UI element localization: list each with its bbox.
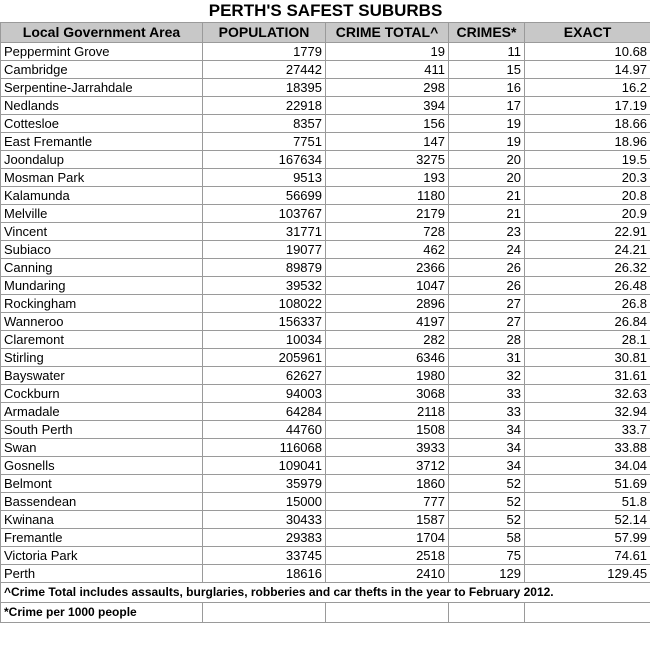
crimes-cell: 34 — [449, 421, 525, 439]
exact-cell: 20.3 — [525, 169, 650, 187]
crime-total-cell: 3933 — [326, 439, 449, 457]
exact-cell: 74.61 — [525, 547, 650, 565]
population-cell: 29383 — [203, 529, 326, 547]
area-cell: East Fremantle — [1, 133, 203, 151]
exact-cell: 51.69 — [525, 475, 650, 493]
crime-total-cell: 19 — [326, 43, 449, 61]
empty-cell — [326, 603, 449, 623]
table-row — [1, 385, 650, 403]
exact-cell: 16.2 — [525, 79, 650, 97]
crimes-cell: 32 — [449, 367, 525, 385]
crime-total-cell: 777 — [326, 493, 449, 511]
empty-cell — [203, 603, 326, 623]
crimes-cell: 58 — [449, 529, 525, 547]
exact-cell: 26.8 — [525, 295, 650, 313]
area-cell: Stirling — [1, 349, 203, 367]
population-cell: 62627 — [203, 367, 326, 385]
exact-cell: 19.5 — [525, 151, 650, 169]
area-cell: Nedlands — [1, 97, 203, 115]
crimes-cell: 15 — [449, 61, 525, 79]
area-cell: Kalamunda — [1, 187, 203, 205]
table-row — [1, 223, 650, 241]
area-cell: Kwinana — [1, 511, 203, 529]
table-row — [1, 547, 650, 565]
crime-total-cell: 4197 — [326, 313, 449, 331]
exact-cell: 26.32 — [525, 259, 650, 277]
population-cell: 44760 — [203, 421, 326, 439]
crimes-cell: 20 — [449, 151, 525, 169]
crime-total-cell: 3068 — [326, 385, 449, 403]
crime-total-cell: 1860 — [326, 475, 449, 493]
table-row — [1, 259, 650, 277]
crimes-cell: 28 — [449, 331, 525, 349]
crimes-cell: 17 — [449, 97, 525, 115]
crimes-cell: 75 — [449, 547, 525, 565]
exact-cell: 22.91 — [525, 223, 650, 241]
exact-cell: 33.88 — [525, 439, 650, 457]
table-row — [1, 565, 650, 583]
table-row — [1, 313, 650, 331]
table-row — [1, 403, 650, 421]
crimes-cell: 21 — [449, 187, 525, 205]
crime-total-cell: 2118 — [326, 403, 449, 421]
crime-total-cell: 462 — [326, 241, 449, 259]
table-row — [1, 349, 650, 367]
exact-cell: 14.97 — [525, 61, 650, 79]
column-header-crimes: CRIMES* — [449, 23, 525, 43]
table-row — [1, 151, 650, 169]
exact-cell: 28.1 — [525, 331, 650, 349]
exact-cell: 33.7 — [525, 421, 650, 439]
table-title: PERTH'S SAFEST SUBURBS — [1, 0, 650, 23]
table-row — [1, 511, 650, 529]
crime-total-cell: 3712 — [326, 457, 449, 475]
area-cell: Canning — [1, 259, 203, 277]
exact-cell: 20.9 — [525, 205, 650, 223]
table-row — [1, 367, 650, 385]
crime-total-cell: 193 — [326, 169, 449, 187]
area-cell: Vincent — [1, 223, 203, 241]
area-cell: Swan — [1, 439, 203, 457]
table-row — [1, 79, 650, 97]
crime-total-cell: 2518 — [326, 547, 449, 565]
crimes-cell: 129 — [449, 565, 525, 583]
table-row — [1, 43, 650, 61]
population-cell: 19077 — [203, 241, 326, 259]
crime-total-cell: 282 — [326, 331, 449, 349]
table-row — [1, 205, 650, 223]
table-row — [1, 61, 650, 79]
crime-total-cell: 394 — [326, 97, 449, 115]
population-cell: 205961 — [203, 349, 326, 367]
area-cell: Melville — [1, 205, 203, 223]
area-cell: Cockburn — [1, 385, 203, 403]
population-cell: 35979 — [203, 475, 326, 493]
exact-cell: 17.19 — [525, 97, 650, 115]
population-cell: 8357 — [203, 115, 326, 133]
table-row — [1, 421, 650, 439]
crime-total-cell: 1587 — [326, 511, 449, 529]
area-cell: Claremont — [1, 331, 203, 349]
crimes-cell: 23 — [449, 223, 525, 241]
population-cell: 109041 — [203, 457, 326, 475]
crime-total-cell: 2896 — [326, 295, 449, 313]
crime-total-cell: 3275 — [326, 151, 449, 169]
crimes-cell: 27 — [449, 295, 525, 313]
crimes-cell: 52 — [449, 511, 525, 529]
crime-total-cell: 2410 — [326, 565, 449, 583]
crimes-cell: 16 — [449, 79, 525, 97]
area-cell: Subiaco — [1, 241, 203, 259]
population-cell: 18395 — [203, 79, 326, 97]
population-cell: 116068 — [203, 439, 326, 457]
crimes-cell: 19 — [449, 115, 525, 133]
area-cell: Belmont — [1, 475, 203, 493]
area-cell: Mosman Park — [1, 169, 203, 187]
exact-cell: 18.96 — [525, 133, 650, 151]
population-cell: 64284 — [203, 403, 326, 421]
area-cell: Wanneroo — [1, 313, 203, 331]
area-cell: Fremantle — [1, 529, 203, 547]
crimes-cell: 11 — [449, 43, 525, 61]
crimes-cell: 33 — [449, 403, 525, 421]
population-cell: 33745 — [203, 547, 326, 565]
footnote-crime-total: ^Crime Total includes assaults, burglaries, robberies and car thefts in the year to February 2012. — [1, 583, 650, 603]
crime-total-cell: 6346 — [326, 349, 449, 367]
exact-cell: 51.8 — [525, 493, 650, 511]
population-cell: 89879 — [203, 259, 326, 277]
table-row — [1, 277, 650, 295]
population-cell: 27442 — [203, 61, 326, 79]
exact-cell: 18.66 — [525, 115, 650, 133]
empty-cell — [525, 603, 650, 623]
exact-cell: 26.48 — [525, 277, 650, 295]
footnote-crimes: *Crime per 1000 people — [1, 603, 203, 623]
population-cell: 167634 — [203, 151, 326, 169]
crime-total-cell: 298 — [326, 79, 449, 97]
exact-cell: 34.04 — [525, 457, 650, 475]
crimes-cell: 52 — [449, 493, 525, 511]
table-row — [1, 97, 650, 115]
crime-total-cell: 1704 — [326, 529, 449, 547]
population-cell: 18616 — [203, 565, 326, 583]
exact-cell: 32.63 — [525, 385, 650, 403]
table-row — [1, 133, 650, 151]
table-row — [1, 187, 650, 205]
area-cell: Bassendean — [1, 493, 203, 511]
crimes-cell: 24 — [449, 241, 525, 259]
population-cell: 10034 — [203, 331, 326, 349]
exact-cell: 10.68 — [525, 43, 650, 61]
header-row — [1, 23, 650, 43]
table-row — [1, 169, 650, 187]
area-cell: Bayswater — [1, 367, 203, 385]
exact-cell: 129.45 — [525, 565, 650, 583]
exact-cell: 24.21 — [525, 241, 650, 259]
area-cell: Armadale — [1, 403, 203, 421]
crime-total-cell: 1047 — [326, 277, 449, 295]
population-cell: 30433 — [203, 511, 326, 529]
area-cell: Cottesloe — [1, 115, 203, 133]
population-cell: 1779 — [203, 43, 326, 61]
column-header-crime-total: CRIME TOTAL^ — [326, 23, 449, 43]
exact-cell: 26.84 — [525, 313, 650, 331]
table-row — [1, 475, 650, 493]
exact-cell: 30.81 — [525, 349, 650, 367]
exact-cell: 57.99 — [525, 529, 650, 547]
crime-total-cell: 147 — [326, 133, 449, 151]
crimes-cell: 52 — [449, 475, 525, 493]
crime-total-cell: 1980 — [326, 367, 449, 385]
crime-total-cell: 2179 — [326, 205, 449, 223]
area-cell: Rockingham — [1, 295, 203, 313]
area-cell: Mundaring — [1, 277, 203, 295]
crimes-cell: 27 — [449, 313, 525, 331]
crimes-cell: 34 — [449, 439, 525, 457]
area-cell: South Perth — [1, 421, 203, 439]
crimes-cell: 21 — [449, 205, 525, 223]
area-cell: Peppermint Grove — [1, 43, 203, 61]
population-cell: 15000 — [203, 493, 326, 511]
table-row — [1, 439, 650, 457]
area-cell: Joondalup — [1, 151, 203, 169]
crime-total-cell: 2366 — [326, 259, 449, 277]
area-cell: Victoria Park — [1, 547, 203, 565]
area-cell: Perth — [1, 565, 203, 583]
crimes-cell: 20 — [449, 169, 525, 187]
population-cell: 31771 — [203, 223, 326, 241]
crimes-cell: 33 — [449, 385, 525, 403]
crime-total-cell: 1508 — [326, 421, 449, 439]
population-cell: 108022 — [203, 295, 326, 313]
crime-total-cell: 411 — [326, 61, 449, 79]
crimes-cell: 34 — [449, 457, 525, 475]
population-cell: 103767 — [203, 205, 326, 223]
crime-total-cell: 156 — [326, 115, 449, 133]
table-row — [1, 241, 650, 259]
table-row — [1, 529, 650, 547]
table-row — [1, 457, 650, 475]
population-cell: 156337 — [203, 313, 326, 331]
empty-cell — [449, 603, 525, 623]
area-cell: Serpentine-Jarrahdale — [1, 79, 203, 97]
column-header-exact: EXACT — [525, 23, 650, 43]
area-cell: Gosnells — [1, 457, 203, 475]
crimes-cell: 26 — [449, 259, 525, 277]
area-cell: Cambridge — [1, 61, 203, 79]
population-cell: 56699 — [203, 187, 326, 205]
population-cell: 22918 — [203, 97, 326, 115]
exact-cell: 32.94 — [525, 403, 650, 421]
column-header-area: Local Government Area — [1, 23, 203, 43]
exact-cell: 20.8 — [525, 187, 650, 205]
table-row — [1, 295, 650, 313]
crimes-cell: 19 — [449, 133, 525, 151]
exact-cell: 31.61 — [525, 367, 650, 385]
crime-total-cell: 1180 — [326, 187, 449, 205]
table-row — [1, 493, 650, 511]
population-cell: 7751 — [203, 133, 326, 151]
population-cell: 39532 — [203, 277, 326, 295]
crime-total-cell: 728 — [326, 223, 449, 241]
crimes-cell: 31 — [449, 349, 525, 367]
exact-cell: 52.14 — [525, 511, 650, 529]
crimes-cell: 26 — [449, 277, 525, 295]
population-cell: 9513 — [203, 169, 326, 187]
table-row — [1, 331, 650, 349]
table-row — [1, 115, 650, 133]
column-header-population: POPULATION — [203, 23, 326, 43]
population-cell: 94003 — [203, 385, 326, 403]
